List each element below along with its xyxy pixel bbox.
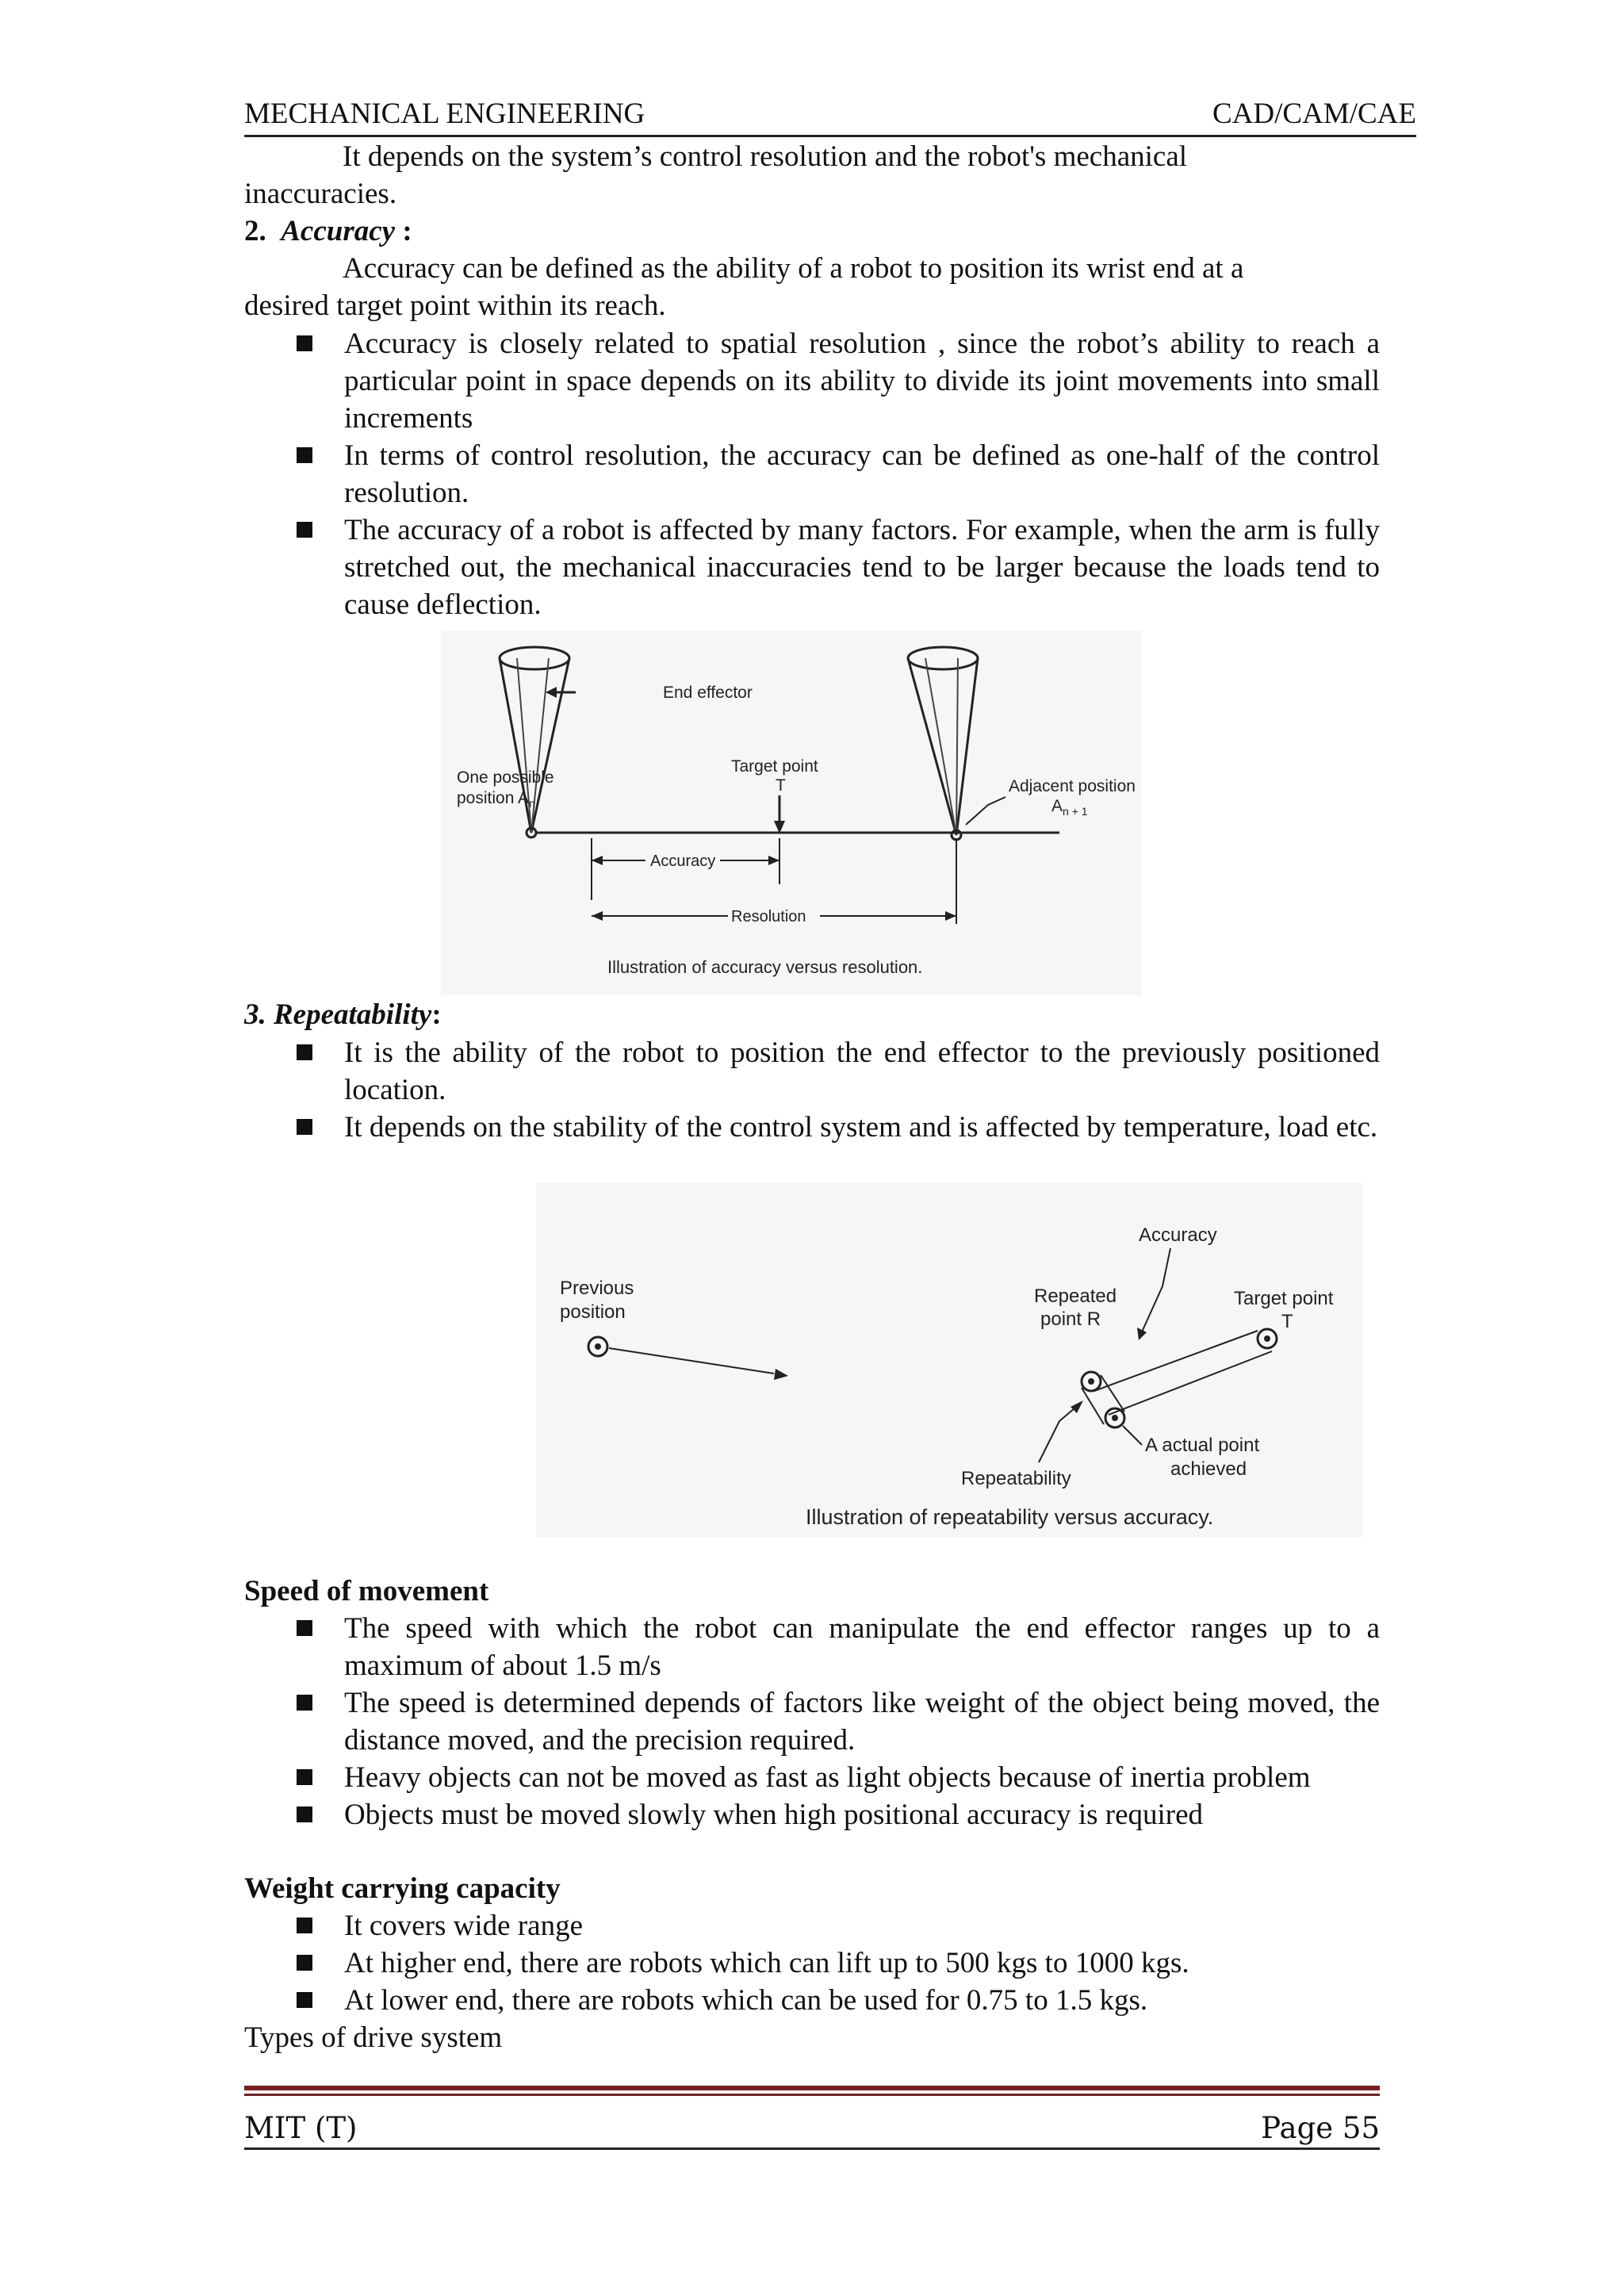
resolution-dimension-label: Resolution — [731, 908, 806, 925]
accuracy-definition-line1: Accuracy can be defined as the ability of a robot to position its wrist end at a — [343, 252, 1244, 285]
repeatability-colon: : — [431, 998, 442, 1031]
list-item: It covers wide range — [295, 1907, 1380, 1944]
actual-point-label: A actual point — [1145, 1435, 1260, 1456]
weight-heading: Weight carrying capacity — [244, 1872, 561, 1905]
bullet-square-icon — [297, 335, 312, 351]
adjacent-A-label: $A_{n + 1}$ — [1051, 797, 1088, 818]
page-number: Page 55 — [1261, 2111, 1380, 2145]
bullet-square-icon — [297, 1806, 312, 1822]
accuracy-title: Accuracy — [281, 215, 396, 247]
repeatability-heading — [244, 996, 442, 1033]
end-effector-label: End effector — [663, 684, 753, 702]
header-right: CAD/CAM/CAE — [1212, 98, 1416, 130]
figure1-caption: Illustration of accuracy versus resolution. — [607, 957, 923, 977]
repeatability-accuracy-figure — [536, 1183, 1362, 1537]
accuracy-resolution-figure — [441, 630, 1142, 995]
list-item: At lower end, there are robots which can be used for 0.75 to 1.5 kgs. — [295, 1982, 1380, 2019]
target-T-label: T — [776, 776, 786, 795]
list-item: Accuracy is closely related to spatial resolution , since the robot’s ability to reach a particular point in space depends on its ability to divide its joint movements into small increments — [295, 325, 1380, 437]
speed-heading: Speed of movement — [244, 1575, 489, 1607]
bullet-square-icon — [297, 522, 312, 538]
page-footer — [244, 2109, 1380, 2150]
list-item: It depends on the stability of the control system and is affected by temperature, load etc. — [295, 1109, 1380, 1146]
bullet-square-icon — [297, 1918, 312, 1933]
bullet-square-icon — [297, 1992, 312, 2008]
footer-rule — [244, 2086, 1380, 2098]
list-item: Objects must be moved slowly when high positional accuracy is required — [295, 1796, 1380, 1833]
list-item: Heavy objects can not be moved as fast as light objects because of inertia problem — [295, 1759, 1380, 1796]
accuracy-dimension-label: Accuracy — [650, 852, 716, 870]
repeatability-label: Repeatability — [961, 1468, 1071, 1489]
bullet-square-icon — [297, 1119, 312, 1135]
page-header — [244, 95, 1416, 137]
bullet-square-icon — [297, 1695, 312, 1711]
intro-line2: inaccuracies. — [244, 178, 397, 210]
figure2-caption: Illustration of repeatability versus accuracy. — [806, 1505, 1214, 1529]
accuracy-bullet-list — [295, 325, 1380, 623]
point-R-label: point R — [1040, 1308, 1101, 1330]
accuracy-label: Accuracy — [1139, 1224, 1217, 1246]
target-T-label: T — [1281, 1311, 1293, 1332]
list-item: It is the ability of the robot to position the end effector to the previously positioned location. — [295, 1034, 1380, 1109]
accuracy-heading — [244, 213, 412, 250]
intro-line1: It depends on the system’s control resolution and the robot's mechanical — [343, 140, 1188, 173]
weight-bullet-list — [295, 1907, 1380, 2019]
previous-label: Previous — [560, 1278, 634, 1299]
bullet-square-icon — [297, 1769, 312, 1785]
accuracy-resolution-diagram — [441, 630, 1142, 995]
drive-system-text: Types of drive system — [244, 2021, 503, 2054]
target-point-label: Target point — [1234, 1288, 1334, 1309]
bullet-square-icon — [297, 447, 312, 463]
accuracy-number: 2. — [244, 215, 266, 247]
list-item: In terms of control resolution, the accuracy can be defined as one-half of the control resolution. — [295, 437, 1380, 511]
footer-left: MIT (T) — [244, 2111, 358, 2145]
list-item: The speed is determined depends of factors like weight of the object being moved, the distance moved, and the precision required. — [295, 1684, 1380, 1759]
position-label: position — [560, 1301, 626, 1323]
bullet-square-icon — [297, 1620, 312, 1636]
list-item: The accuracy of a robot is affected by many factors. For example, when the arm is fully stretched out, the mechanical inaccuracies tend to be larger because the loads tend to cause deflection. — [295, 511, 1380, 623]
accuracy-definition-line2: desired target point within its reach. — [244, 289, 666, 322]
list-item: At higher end, there are robots which can lift up to 500 kgs to 1000 kgs. — [295, 1944, 1380, 1982]
bullet-square-icon — [297, 1955, 312, 1971]
repeated-label: Repeated — [1034, 1285, 1117, 1307]
achieved-label: achieved — [1170, 1458, 1247, 1480]
repeatability-title: 3. Repeatability — [244, 998, 432, 1031]
accuracy-colon: : — [395, 215, 412, 247]
one-possible-label: One possible — [457, 768, 554, 787]
list-item: The speed with which the robot can manipulate the end effector ranges up to a maximum of about 1.5 m/s — [295, 1610, 1380, 1684]
repeatability-bullet-list — [295, 1034, 1380, 1146]
bullet-square-icon — [297, 1044, 312, 1060]
header-left: MECHANICAL ENGINEERING — [244, 98, 645, 130]
repeatability-accuracy-diagram — [536, 1183, 1362, 1537]
adjacent-position-label: Adjacent position — [1009, 777, 1136, 795]
position-An-label: position $A_n$ — [457, 789, 535, 810]
target-point-label: Target point — [731, 757, 818, 776]
speed-bullet-list — [295, 1610, 1380, 1833]
